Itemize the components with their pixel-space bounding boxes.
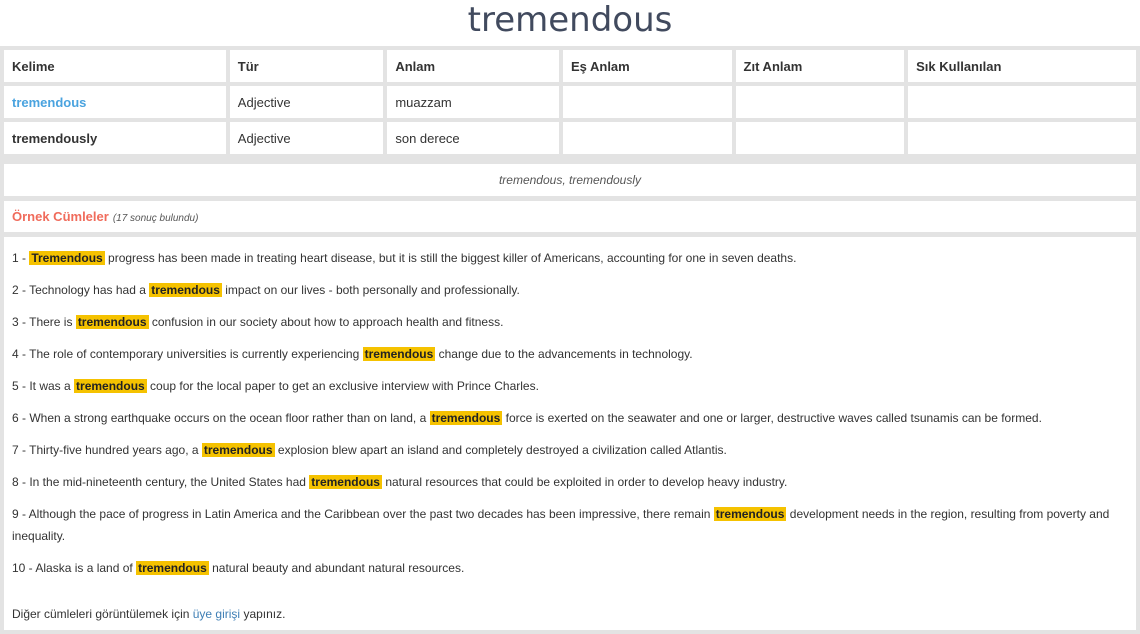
col-header-es-anlam: Eş Anlam <box>563 50 732 82</box>
meaning-cell: muazzam <box>387 86 559 118</box>
highlighted-word: tremendous <box>151 283 220 297</box>
example-sentence <box>12 471 1128 493</box>
sentence-text: confusion in our society about how to approach health and fitness. <box>148 315 504 329</box>
sentence-text: 4 - The role of contemporary universities is currently experiencing <box>12 347 363 361</box>
col-header-kelime: Kelime <box>4 50 226 82</box>
content-frame <box>0 46 1140 634</box>
highlighted-word: tremendous <box>77 315 147 329</box>
sentence-text: coup for the local paper to get an exclusive interview with Prince Charles. <box>146 379 539 393</box>
table-header-row <box>4 50 1136 82</box>
sentence-text: natural resources that could be exploited in order to develop heavy industry. <box>381 475 788 489</box>
example-sentence <box>12 439 1128 461</box>
highlighted-word: tremendous <box>311 475 380 489</box>
type-cell: Adjective <box>230 122 384 154</box>
login-prompt <box>12 603 1128 625</box>
login-link[interactable]: üye girişi <box>192 607 241 621</box>
sentence-text: 8 - In the mid-nineteenth century, the United States had <box>12 475 310 489</box>
sentence-text: 6 - When a strong earthquake occurs on the ocean floor rather than on land, a <box>12 411 430 425</box>
sentence-text: impact on our lives - both personally and professionally. <box>221 283 520 297</box>
highlighted-word: Tremendous <box>31 251 103 265</box>
synonym-cell <box>563 122 732 154</box>
sentence-text: 7 - Thirty-five hundred years ago, a <box>12 443 202 457</box>
examples-header <box>4 201 1136 232</box>
highlighted-word: tremendous <box>203 443 273 457</box>
example-sentence <box>12 311 1128 333</box>
example-sentence <box>12 407 1128 429</box>
example-sentence <box>12 557 1128 579</box>
sentence-text: development needs in the region, resulting from poverty and inequality. <box>12 507 1110 543</box>
sentence-text: natural beauty and abundant natural resources. <box>208 561 465 575</box>
highlighted-word: tremendous <box>76 379 145 393</box>
example-sentence <box>12 247 1128 269</box>
highlighted-word: tremendous <box>715 507 785 521</box>
antonym-cell <box>736 122 905 154</box>
result-count: (17 sonuç bulundu) <box>112 213 199 224</box>
example-sentences <box>4 237 1136 630</box>
login-prompt-text: Diğer cümleleri görüntülemek için <box>12 607 193 621</box>
word-table <box>0 46 1140 158</box>
table-row <box>4 86 1136 118</box>
common-cell <box>908 86 1136 118</box>
highlighted-word: tremendous <box>431 411 501 425</box>
common-cell <box>908 122 1136 154</box>
sentence-text: 1 - <box>12 251 30 265</box>
type-cell: Adjective <box>230 86 384 118</box>
synonym-cell <box>563 86 732 118</box>
word-link[interactable]: tremendous <box>12 94 87 110</box>
page-title: tremendous <box>467 0 673 40</box>
sentence-text: change due to the advancements in technology. <box>435 347 693 361</box>
examples-label: Örnek Cümleler <box>12 209 109 224</box>
highlighted-word: tremendous <box>364 347 434 361</box>
sentence-text: 5 - It was a <box>12 379 75 393</box>
sentence-text: 10 - Alaska is a land of <box>12 561 137 575</box>
highlighted-word: tremendous <box>138 561 207 575</box>
sentence-text: 9 - Although the pace of progress in Latin America and the Caribbean over the past two decades has been impressive, there remain <box>12 507 714 521</box>
meaning-cell: son derece <box>387 122 559 154</box>
col-header-sik-kullanilan: Sık Kullanılan <box>908 50 1136 82</box>
col-header-anlam: Anlam <box>387 50 559 82</box>
example-sentence <box>12 375 1128 397</box>
word-cell[interactable] <box>4 86 226 118</box>
sentence-text: 3 - There is <box>12 315 76 329</box>
col-header-tur: Tür <box>230 50 384 82</box>
col-header-zit-anlam: Zıt Anlam <box>736 50 905 82</box>
example-sentence <box>12 279 1128 301</box>
login-prompt-text: yapınız. <box>240 607 286 621</box>
word-forms: tremendous, tremendously <box>4 164 1136 196</box>
sentence-text: 2 - Technology has had a <box>12 283 150 297</box>
table-row <box>4 122 1136 154</box>
antonym-cell <box>736 86 905 118</box>
example-sentence <box>12 343 1128 365</box>
example-sentence <box>12 503 1128 547</box>
sentence-text: progress has been made in treating heart disease, but it is still the biggest killer of Americans, accounting for one in seven deaths. <box>104 251 797 265</box>
sentence-text: force is exerted on the seawater and one or larger, destructive waves called tsunamis can be formed. <box>502 411 1042 425</box>
sentence-text: explosion blew apart an island and completely destroyed a civilization called Atlantis. <box>274 443 727 457</box>
word-cell: tremendously <box>4 122 226 154</box>
